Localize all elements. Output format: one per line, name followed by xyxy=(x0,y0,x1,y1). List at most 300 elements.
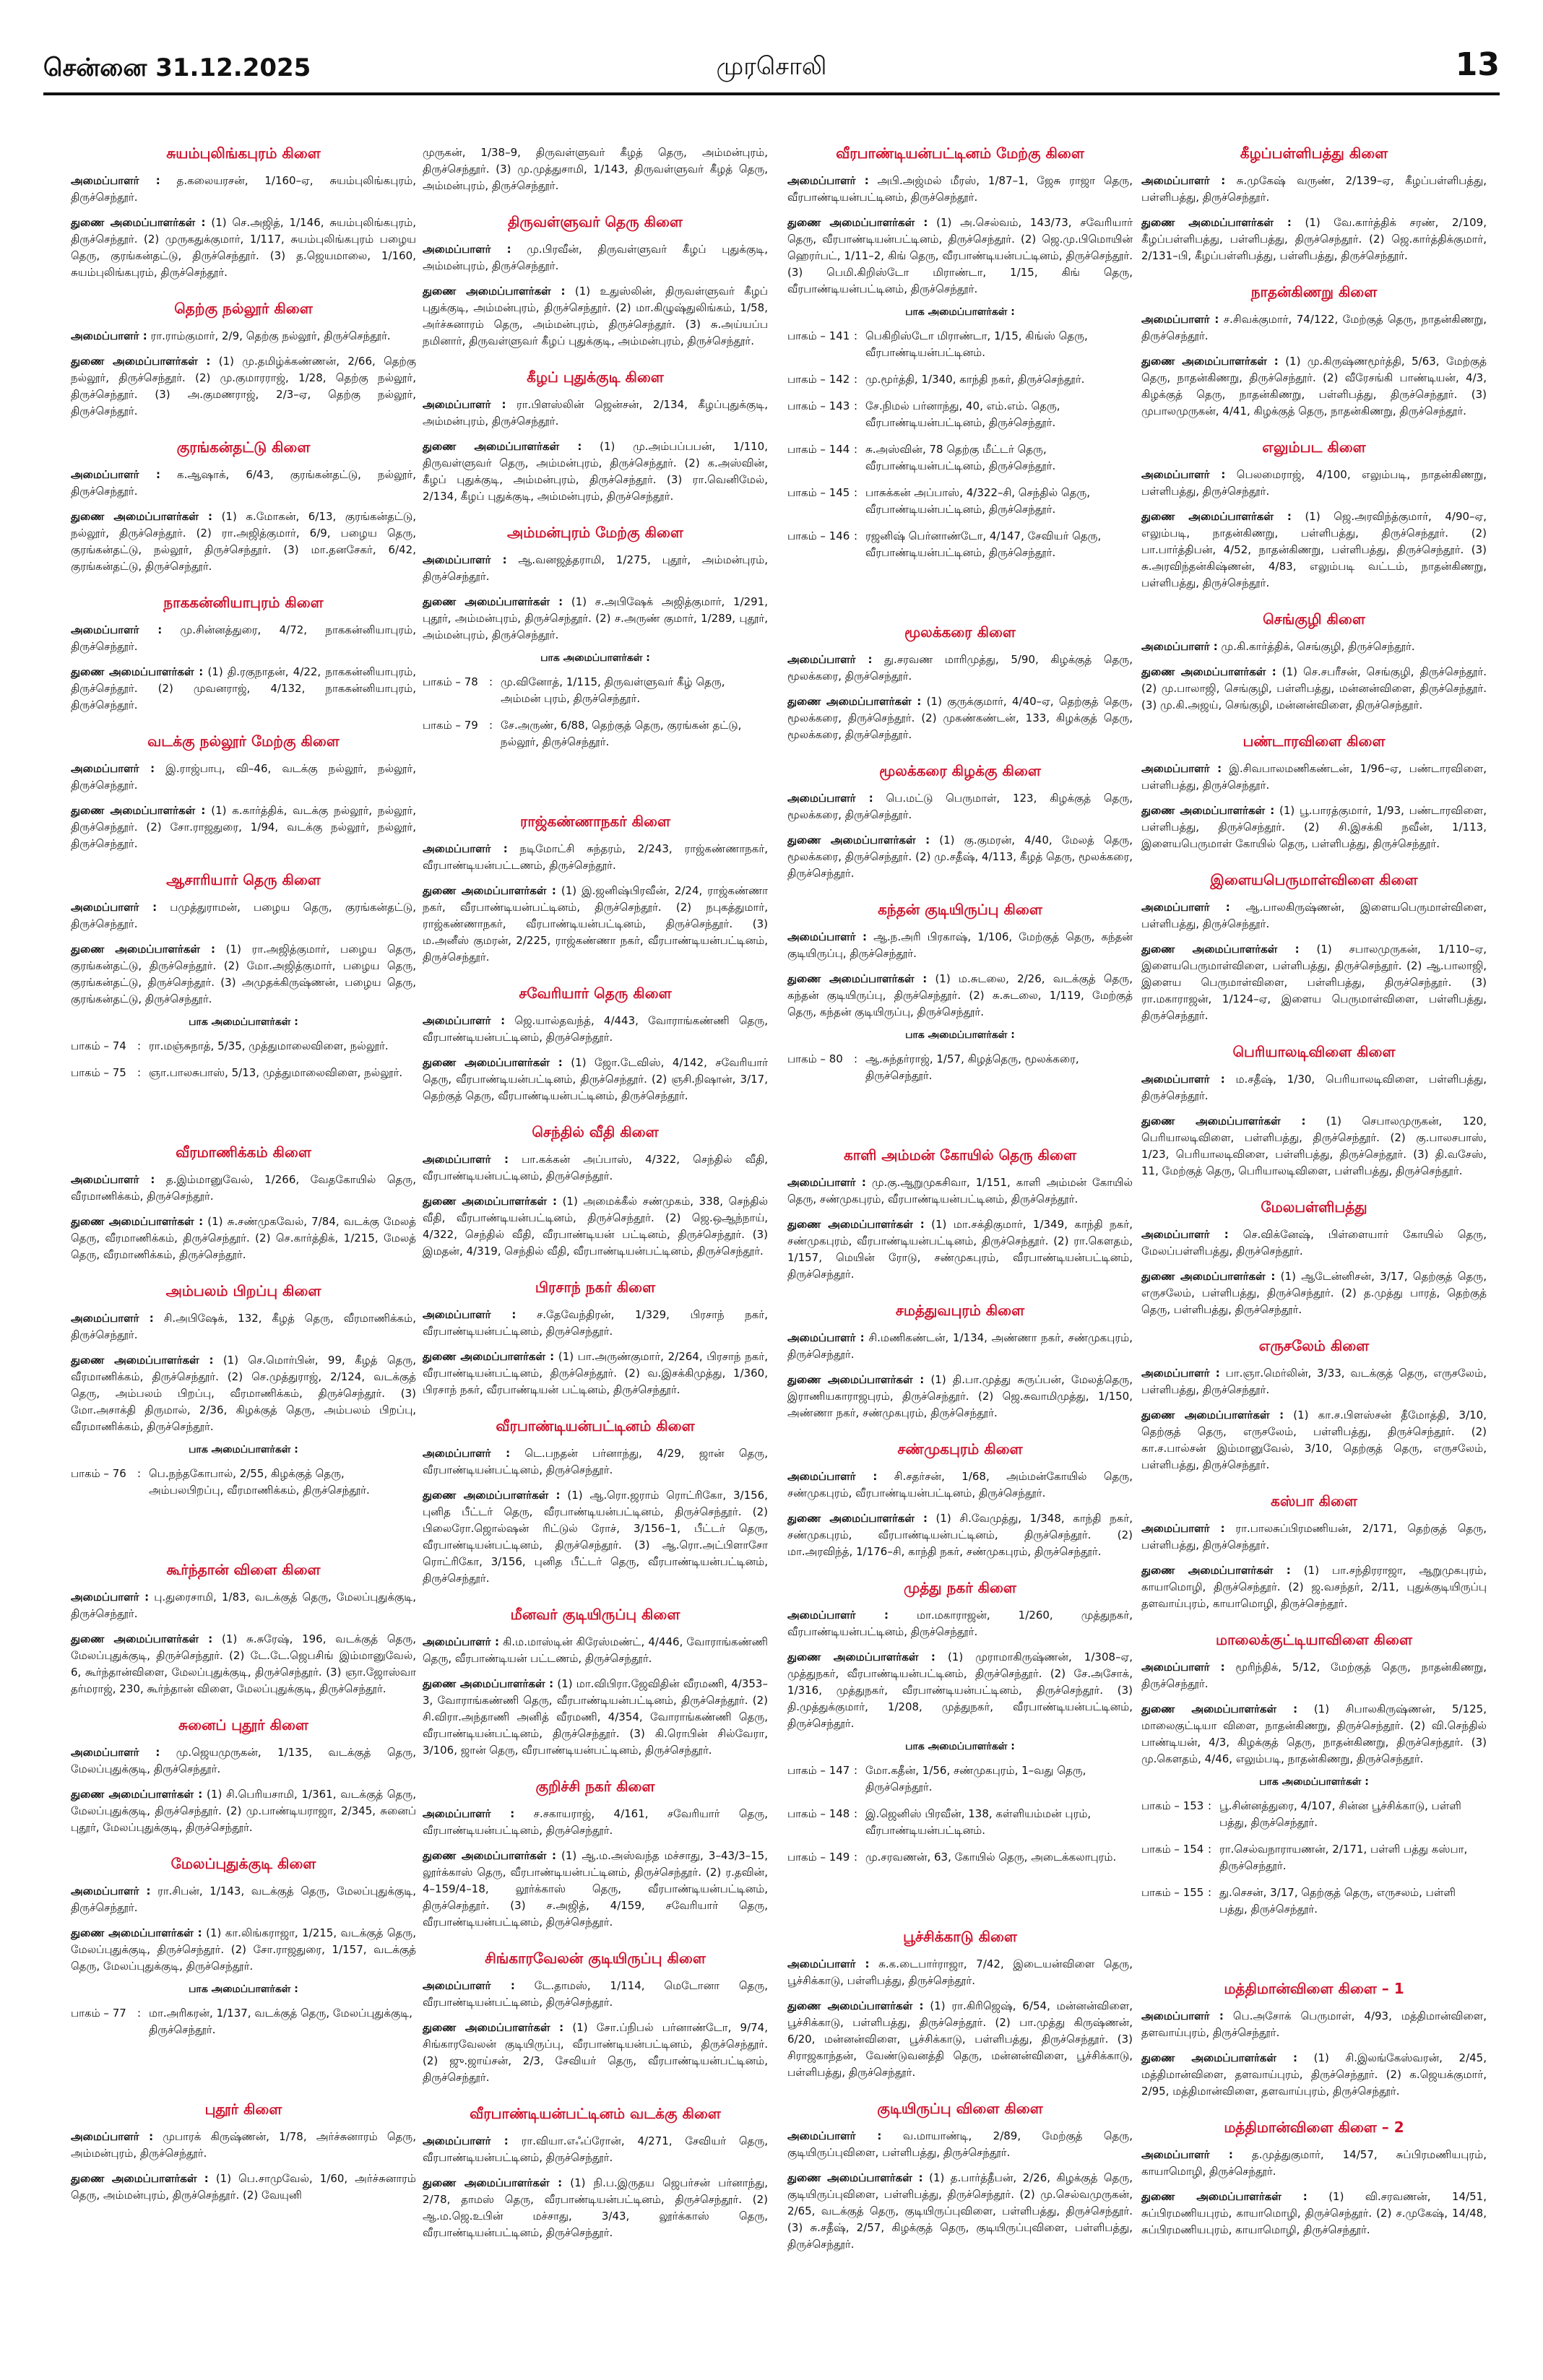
booth-colon: : xyxy=(489,675,493,688)
organiser-entry xyxy=(71,622,416,655)
booth-colon: : xyxy=(854,329,858,342)
deputy-label: துணை அமைப்பாளர்கள் : xyxy=(71,1788,203,1801)
branch-section xyxy=(71,1282,416,1542)
deputy-names: (1) ஜெ.அரவிந்த்குமார், 4/90–ஏ, எலும்படி, நாதன்கிணறு, பள்ளிபத்து, திருச்செந்தூர். (2) பா.பார்த்திபன், 4/52, நாதன்கிணறு, பள்ளிபத்து, திருச்செந்தூர். (3) சு.அரவிந்தன்கிஷ்ணன், 4/83, எலும்படி வட்டம், நாதன்கிணறு, பள்ளிபத்து, திருச்செந்தூர். xyxy=(1141,510,1487,589)
deputy-label: துணை அமைப்பாளர்கள் : xyxy=(1141,216,1292,229)
branch-section xyxy=(71,144,416,281)
deputy-entry xyxy=(787,1510,1133,1560)
booth-organiser: ஞா.பாலசுபாஸ், 5/13, முத்துமாலைவிளை, நல்லூர். xyxy=(149,1066,403,1079)
booth-number: பாகம் – 146 xyxy=(787,529,850,542)
booth-organiser: சு.அஸ்வின், 78 தெற்கு மீட்டர் தெரு, வீரபாண்டியன்பட்டினம், திருச்செந்தூர். xyxy=(865,443,1056,472)
organiser-entry xyxy=(423,1151,768,1185)
branch-title: செந்தில் வீதி கிளை xyxy=(532,1123,659,1141)
booth-heading: பாக அமைப்பாளர்கள் : xyxy=(189,1016,298,1028)
branch-section xyxy=(1141,2119,1487,2238)
deputy-names: (1) சு.சண்முகவேல், 7/84, வடக்கு மேலத் தெரு, வீரமாணிக்கம், திருச்செந்தூர். (2) செ.கார்த்திக், 1/215, மேலத் தெரு, வீரமாணிக்கம், திருச்செந்தூர். xyxy=(71,1215,416,1261)
organiser-entry xyxy=(1141,1071,1487,1104)
branch-section xyxy=(71,871,416,1125)
organiser-entry xyxy=(423,1445,768,1479)
deputy-names: (1) மா.விபிரா.ஜேவிதின் வீரமணி, 4/353–3, வோராங்கண்ணி தெரு, வீரபாண்டியன்பட்டினம், திருச்செந்தூர். (2) சி.விரா.அந்தாணி அனித் வீரமணி, 4/354, வோராங்கண்ணி தெரு, வீரபாண்டியன்பட்டினம், திருச்செந்தூர். (3) கி.ரொபின் சில்வேரா, 3/106, ஜான் தெரு, வீரபாண்டியன்பட்டினம், திருச்செந்தூர். xyxy=(423,1677,768,1757)
branch-title: திருவள்ளுவர் தெரு கிளை xyxy=(508,213,683,230)
branch-section xyxy=(1141,438,1487,592)
header-rule xyxy=(43,92,1500,95)
organiser-label: அமைப்பாளர் : xyxy=(423,398,506,411)
deputy-names: (1) உதுஸ்லின், திருவள்ளுவர் கீழப் புதுக்குடி, அம்மன்புரம், திருச்செந்தூர். (2) மா.கிழுஷ்துலிங்கம், 1/58, அர்ச்சுனாரம் தெரு, அம்மன்புரம், திருச்செந்தூர். (3) சு.அய்யப்ப நமினார், திருவள்ளுவர் கீழப் புதுக்குடி, அம்மன்புரம், திருச்செந்தூர். xyxy=(423,285,768,347)
branch-section xyxy=(1141,610,1487,714)
organiser-entry xyxy=(787,790,1133,823)
deputy-entry xyxy=(71,215,416,281)
booth-colon: : xyxy=(854,443,858,456)
deputy-label: துணை அமைப்பாளர்கள் : xyxy=(423,1195,557,1208)
organiser-label: அமைப்பாளர் : xyxy=(423,243,511,256)
organiser-label: அமைப்பாளர் : xyxy=(423,553,507,566)
deputy-label: துணை அமைப்பாளர்கள் : xyxy=(423,1350,555,1363)
deputy-names: (1) கு.குமரன், 4/40, மேலத் தெரு, மூலக்கரை, திருச்செந்தூர். (2) மு.சதீஷ், 4/113, கீழத் தெரு, மூலக்கரை, திருச்செந்தூர். xyxy=(787,834,1133,880)
organiser-entry xyxy=(71,1883,416,1916)
organiser-entry xyxy=(71,899,416,932)
deputy-names: (1) ஆ.ரொ.ஜராம் ரொட்ரிகோ, 3/156, புனித பீட்டர் தெரு, வீரபாண்டியன்பட்டினம், திருச்செந்தூர். (2) பிலைரோ.ஜொல்ஷன் ரிட்டுல் ரோச், 3/156–1, பீட்டர் தெரு, வீரபாண்டியன்பட்டினம், திருச்செந்தூர். (3) ஆ.ரொ.அட்பிளாசோ ரொட்ரிகோ, 3/156, புனித பீட்டர் தெரு, வீரபாண்டியன்பட்டினம், திருச்செந்தூர். xyxy=(423,1489,768,1585)
branch-title: மத்திமான்விளை கிளை – 2 xyxy=(1224,2119,1404,2136)
branch-section xyxy=(423,985,768,1104)
deputy-entry xyxy=(423,1193,768,1260)
deputy-entry xyxy=(1141,215,1487,264)
masthead xyxy=(43,43,1500,94)
organiser-name: இ.ராஜ்பாபு, வி–46, வடக்கு நல்லூர், நல்லூர், திருச்செந்தூர். xyxy=(71,762,416,792)
branch-title: தெற்கு நல்லூர் கிளை xyxy=(174,300,313,317)
organiser-label: அமைப்பாளர் : xyxy=(423,1153,509,1166)
deputy-label: துணை அமைப்பாளர்கள் : xyxy=(1141,943,1300,956)
organiser-entry xyxy=(423,241,768,274)
deputy-entry xyxy=(423,2175,768,2241)
booth-colon: : xyxy=(854,1764,858,1777)
branch-title: சவேரியார் தெரு கிளை xyxy=(519,985,672,1002)
deputy-label: துணை அமைப்பாளர்கள் : xyxy=(423,2176,563,2189)
organiser-name: பெ.அசோக் பெருமாள், 4/93, மத்திமான்விளை, தளவாய்புரம், திருச்செந்தூர். xyxy=(1141,2009,1487,2039)
deputy-names: (1) சு.சுரேஷ், 196, வடக்குத் தெரு, மேலப்புதுக்குடி, திருச்செந்தூர். (2) டே.டே.ஜெபசிங் இம்மானுவேல், 6, கூர்ந்தான்விளை, மேலப்புதுக்குடி, திருச்செந்தூர். (3) ஞா.ஜோஸ்வா தர்மராஜ், 230, கூர்ந்தான் விளை, மேலப்புதுக்குடி, திருச்செந்தூர். xyxy=(71,1632,416,1695)
deputy-label: துணை அமைப்பாளர்கள் : xyxy=(787,1373,925,1386)
booth-row xyxy=(423,674,768,707)
branch-title: பண்டாரவிளை கிளை xyxy=(1242,732,1386,750)
branch-title: மூலக்கரை கிழக்கு கிளை xyxy=(879,762,1041,779)
branch-section xyxy=(423,524,768,794)
deputy-names: (1) ச.அபிஷேக் அஜித்குமார், 1/291, புதூர், அம்மன்புரம், திருச்செந்தூர். (2) ச.அருண் குமார், 1/289, புதூர், அம்மன்புரம், திருச்செந்தூர். xyxy=(423,595,768,641)
deputy-label: துணை அமைப்பாளர்கள் : xyxy=(71,1926,202,1939)
branch-title: கந்தன் குடியிருப்பு கிளை xyxy=(878,901,1042,918)
organiser-name: த.முத்துகுமார், 14/57, சுப்பிரமணியபுரம், காயாமொழி, திருச்செந்தூர். xyxy=(1141,2148,1487,2178)
organiser-entry xyxy=(787,1607,1133,1640)
organiser-name: ச.தேவேந்திரன், 1/329, பிரசாந் நகர், வீரபாண்டியன்பட்டினம், திருச்செந்தூர். xyxy=(423,1308,768,1338)
branch-title: சமத்துவபுரம் கிளை xyxy=(895,1302,1025,1319)
organiser-label: அமைப்பாளர் : xyxy=(423,1308,517,1321)
deputy-entry xyxy=(423,2020,768,2086)
column-1 xyxy=(71,144,416,2355)
organiser-entry xyxy=(423,1978,768,2011)
deputy-label: துணை அமைப்பாளர்கள் : xyxy=(787,1512,928,1525)
deputy-label: துணை அமைப்பாளர்கள் : xyxy=(71,1632,213,1645)
organiser-entry xyxy=(1141,899,1487,932)
booth-colon: : xyxy=(137,1467,142,1480)
organiser-entry xyxy=(423,552,768,585)
deputy-names: (1) செ.சபரீசன், செங்குழி, திருச்செந்தூர். (2) மு.பாலாஜி, செங்குழி, பள்ளிபத்து, மன்னன்விளை, திருச்செந்தூர். (3) மு.கி.அஜய், செங்குழி, மன்னன்விளை, திருச்செந்தூர். xyxy=(1141,665,1487,711)
deputy-label: துணை அமைப்பாளர்கள் : xyxy=(787,972,928,985)
organiser-label: அமைப்பாளர் : xyxy=(423,1979,515,1992)
deputy-entry xyxy=(71,2171,416,2204)
booth-heading: பாக அமைப்பாளர்கள் : xyxy=(189,1983,298,1995)
deputy-label: துணை அமைப்பாளர்கள் : xyxy=(787,1999,924,2012)
deputy-names: (1) ஆ.ம.அஸ்வந்த மச்சாது, 3–43/3–15, லூர்க்காஸ் தெரு, வீரபாண்டியன்பட்டினம், திருச்செந்தூர். (2) ர.தவின், 4–159/4–18, லூர்க்காஸ் தெரு, வீரபாண்டியன்பட்டினம், திருச்செந்தூர். (3) ச.அஜித், 4/159, சவேரியார் தெரு, வீரபாண்டியன்பட்டினம், திருச்செந்தூர். xyxy=(423,1849,768,1929)
deputy-names: (1) செ.மொர்பின், 99, கீழத் தெரு, வீரமாணிக்கம், திருச்செந்தூர். (2) செ.முத்துராஜ், 2/124, வடக்குத் தெரு, அம்பலம் பிறப்பு, வீரமாணிக்கம், திருச்செந்தூர். (3) மோ.அசாக்தி திருமால், 2/36, கிழக்குத் தெரு, அம்பலம் பிறப்பு, வீரமாணிக்கம், திருச்செந்தூர். xyxy=(71,1354,416,1433)
branch-section xyxy=(1141,1043,1487,1180)
branch-title: செங்குழி கிளை xyxy=(1263,610,1365,628)
booth-organiser: மோ.கதீன், 1/56, சண்முகபுரம், 1–வது தெரு, திருச்செந்தூர். xyxy=(865,1764,1086,1793)
deputy-entry xyxy=(1141,2050,1487,2100)
booth-number: பாகம் – 149 xyxy=(787,1851,850,1864)
issue-date: சென்னை 31.12.2025 xyxy=(43,53,311,82)
deputy-entry xyxy=(71,1352,416,1435)
booth-colon: : xyxy=(489,719,493,732)
booth-organiser: ரா.மஞ்சுநாத், 5/35, முத்துமாலைவிளை, நல்லூர். xyxy=(149,1039,389,1052)
branch-title: நாககன்னியாபுரம் கிளை xyxy=(163,594,324,611)
branch-section xyxy=(787,1579,1133,1909)
deputy-entry xyxy=(1141,509,1487,592)
deputy-entry xyxy=(71,802,416,852)
organiser-label: அமைப்பாளர் : xyxy=(787,792,873,805)
deputy-names: (1) பா.சந்திரராஜா, ஆறுமுகபுரம், காயாமொழி, திருச்செந்தூர். (2) ஜ.வசந்தர், 2/11, புதுக்குடியிருப்பு தளவாய்புரம், காயாமொழி, திருச்செந்தூர். xyxy=(1141,1564,1487,1610)
deputy-entry xyxy=(423,883,768,966)
deputy-names: (1) க.மோகன், 6/13, குரங்கன்தட்டு, நல்லூர், திருச்செந்தூர். (2) ரா.அஜித்குமார், 6/9, பழைய தெரு, குரங்கன்தட்டு, நல்லூர், திருச்செந்தூர். (3) மா.தனசேகர், 6/42, குரங்கன்தட்டு, திருச்செந்தூர். xyxy=(71,510,416,573)
branch-title: எலும்பட கிளை xyxy=(1262,438,1366,456)
branch-section xyxy=(71,732,416,852)
deputy-names: (1) கா.ச.பிளஸ்சன் தீமோத்தி, 3/10, தெற்குத் தெரு, எருசலேம், பள்ளிபத்து, திருச்செந்தூர். (2) கா.ச.பால்சன் இம்மானுவேல், 3/10, தெற்குத் தெரு, எருசலேம், பள்ளிபத்து, திருச்செந்தூர். xyxy=(1141,1408,1487,1471)
branch-title: சுயம்புலிங்கபுரம் கிளை xyxy=(166,144,321,162)
deputy-entry xyxy=(71,941,416,1008)
deputy-label: துணை அமைப்பாளர்கள் : xyxy=(787,1650,935,1663)
branch-title: அம்மன்புரம் மேற்கு கிளை xyxy=(507,524,683,541)
deputy-entry xyxy=(1141,353,1487,420)
booth-number: பாகம் – 142 xyxy=(787,373,850,386)
organiser-name: முபாரக் கிருஷ்ணன், 1/78, அர்ச்சுனாரம் தெரு, அம்மன்புரம், திருச்செந்தூர். xyxy=(71,2130,416,2160)
organiser-label: அமைப்பாளர் : xyxy=(71,329,147,342)
booth-number: பாகம் – 78 xyxy=(423,675,478,688)
branch-section xyxy=(787,762,1133,882)
booth-row xyxy=(787,1762,1133,1796)
organiser-label: அமைப்பாளர் : xyxy=(71,1312,154,1325)
organiser-entry xyxy=(787,1468,1133,1502)
booth-number: பாகம் – 75 xyxy=(71,1066,126,1079)
organiser-name: ம.சதீஷ், 1/30, பெரியாலடிவிளை, பள்ளிபத்து, திருச்செந்தூர். xyxy=(1141,1073,1487,1102)
deputy-label: துணை அமைப்பாளர்கள் : xyxy=(423,1677,554,1690)
deputy-names: (1) மா.சக்திகுமார், 1/349, காந்தி நகர், சண்முகபுரம், வீரபாண்டியன்பட்டினம், திருச்செந்தூர். (2) ரா.கௌதம், 1/157, மெயின் ரோடு, சண்முகபுரம், வீரபாண்டியன்பட்டினம், திருச்செந்தூர். xyxy=(787,1218,1133,1281)
deputy-label: துணை அமைப்பாளர்கள் : xyxy=(1141,2051,1297,2064)
section-spacer xyxy=(1141,1928,1487,1961)
booth-number: பாகம் – 76 xyxy=(71,1467,126,1480)
booth-number: பாகம் – 147 xyxy=(787,1764,850,1777)
deputy-names: (1) தி.பா.முத்து சுருப்பன், மேலத்தெரு, இராணியகாராஜபுரம், திருச்செந்தூர். (2) ஜெ.சுவாமிமுத்து, 1/150, அண்ணா நகர், சண்முகபுரம், திருச்செந்தூர். xyxy=(787,1373,1133,1419)
organiser-name: வ.மாயாண்டி, 2/89, மேற்குத் தெரு, குடியிருப்புவிளை, பள்ளிபத்து, திருச்செந்தூர். xyxy=(787,2129,1133,2159)
branch-section xyxy=(1141,1980,1487,2100)
branch-title: பிரசாந் நகர் கிளை xyxy=(535,1278,656,1296)
organiser-name: த.இம்மானுவேல், 1/266, வேதகோயில் தெரு, வீரமாணிக்கம், திருச்செந்தூர். xyxy=(71,1173,416,1203)
organiser-label: அமைப்பாளர் : xyxy=(71,1173,155,1186)
organiser-label: அமைப்பாளர் : xyxy=(1141,1073,1225,1086)
organiser-entry xyxy=(787,1174,1133,1208)
organiser-entry xyxy=(787,2128,1133,2161)
organiser-entry xyxy=(787,929,1133,962)
organiser-label: அமைப்பாளர் : xyxy=(1141,174,1226,187)
booth-row xyxy=(71,1038,416,1055)
booth-organiser: சே.நிமல் பர்னாந்து, 40, எம்.எம். தெரு, வீரபாண்டியன்பட்டினம், திருச்செந்தூர். xyxy=(865,399,1060,429)
branch-section xyxy=(71,1716,416,1836)
newspaper-name: முரசொலி xyxy=(716,52,827,81)
organiser-entry xyxy=(787,652,1133,685)
organiser-label: அமைப்பாளர் : xyxy=(71,174,160,187)
booth-row xyxy=(787,328,1133,361)
branch-section xyxy=(423,2105,768,2241)
booth-organiser: இ.ஜெனிஸ் பிரவீன், 138, கள்ளியம்மன் புரம், வீரபாண்டியன்பட்டினம். xyxy=(865,1807,1092,1837)
booth-organiser: ரா.செல்வநாராயணன், 2/171, பள்ளி பத்து கஸ்பா, திருச்செந்தூர். xyxy=(1219,1843,1468,1872)
organiser-entry xyxy=(423,397,768,430)
organiser-entry xyxy=(71,173,416,206)
booth-organiser: சே.அருண், 6/88, தெற்குத் தெரு, குரங்கன் தட்டு, நல்லூர், திருச்செந்தூர். xyxy=(501,719,742,748)
organiser-name: க.ஆஷாக், 6/43, குரங்கன்தட்டு, நல்லூர், திருச்செந்தூர். xyxy=(71,468,416,498)
organiser-entry xyxy=(423,1634,768,1667)
deputy-names: (1) பா.அருண்குமார், 2/264, பிரசாந் நகர், வீரபாண்டியன்பட்டினம், திருச்செந்தூர். (2) வ.இசக்கிமுத்து, 1/360, பிரசாந் நகர், வீரபாண்டியன் பட்டினம், திருச்செந்தூர். xyxy=(423,1350,768,1396)
organiser-entry xyxy=(71,1589,416,1622)
booth-heading: பாக அமைப்பாளர்கள் : xyxy=(905,1029,1015,1041)
branch-section xyxy=(1141,1337,1487,1474)
continued-text: முருகன், 1/38–9, திருவள்ளுவர் கீழத் தெரு, அம்மன்புரம், திருச்செந்தூர். (3) மு.முத்துசாமி, 1/143, திருவள்ளுவர் கீழத் தெரு, அம்மன்புரம், திருச்செந்தூர். xyxy=(423,146,768,192)
organiser-name: து.சரவண மாரிமுத்து, 5/90, கிழக்குத் தெரு, மூலக்கரை, திருச்செந்தூர். xyxy=(787,653,1133,683)
branch-title: மீனவர் குடியிருப்பு கிளை xyxy=(510,1606,680,1623)
organiser-label: அமைப்பாளர் : xyxy=(423,1807,515,1820)
organiser-name: ஜெ.யால்தவந்த், 4/443, வோராங்கண்ணி தெரு, வீரபாண்டியன்பட்டினம், திருச்செந்தூர். xyxy=(423,1014,768,1044)
branch-section xyxy=(71,1855,416,2082)
deputy-label: துணை அமைப்பாளர்கள் : xyxy=(423,595,563,608)
branch-title: சுனைப் புதூர் கிளை xyxy=(178,1716,308,1734)
deputy-names: (1) வே.கார்த்திக் சரண், 2/109, கீழப்பள்ளிபத்து, பள்ளிபத்து, திருச்செந்தூர். (2) ஜெ.கார்த்திக்குமார், 2/131–பி, கீழப்பள்ளிபத்து, பள்ளிபத்து, திருச்செந்தூர். xyxy=(1141,216,1487,262)
deputy-label: துணை அமைப்பாளர்கள் : xyxy=(71,804,206,817)
booth-number: பாகம் – 153 xyxy=(1141,1799,1204,1812)
section-spacer xyxy=(71,1091,416,1125)
branch-section xyxy=(1141,1492,1487,1612)
deputy-label: துணை அமைப்பாளர்கள் : xyxy=(1141,1702,1298,1715)
deputy-entry xyxy=(423,1055,768,1104)
deputy-names: (1) ஆடேன்னிசன், 3/17, தெற்குத் தெரு, எருசலேம், பள்ளிபத்து, திருச்செந்தூர். (2) த.முத்து பாரத், தெற்குத் தெரு, பள்ளிபத்து, திருச்செந்தூர். xyxy=(1141,1270,1487,1316)
branch-title: வடக்கு நல்லூர் மேற்கு கிளை xyxy=(147,732,340,750)
organiser-entry xyxy=(423,1307,768,1340)
organiser-label: அமைப்பாளர் : xyxy=(1141,640,1218,653)
organiser-entry xyxy=(1141,467,1487,500)
deputy-label: துணை அமைப்பாளர்கள் : xyxy=(787,695,922,708)
booth-row xyxy=(787,528,1133,561)
deputy-label: துணை அமைப்பாளர்கள் : xyxy=(423,2021,564,2034)
organiser-entry xyxy=(423,1806,768,1839)
deputy-names: (1) ரா.அஜித்குமார், பழைய தெரு, குரங்கன்தட்டு, திருச்செந்தூர். (2) மோ.அஜித்குமார், பழைய தெரு, குரங்கன்தட்டு, திருச்செந்தூர். (3) அமுதக்கிருஷ்ணன், பழைய தெரு, குரங்கன்தட்டு, திருச்செந்தூர். xyxy=(71,943,416,1005)
organiser-name: இ.சிவபாலமணிகண்டன், 1/96–ஏ, பண்டாரவிளை, பள்ளிபத்து, திருச்செந்தூர். xyxy=(1141,762,1487,792)
deputy-label: துணை அமைப்பாளர்கள் : xyxy=(423,884,556,897)
deputy-entry xyxy=(71,1925,416,1975)
branch-title: வீரபாண்டியன்பட்டினம் மேற்கு கிளை xyxy=(836,144,1084,162)
deputy-label: துணை அமைப்பாளர்கள் : xyxy=(1141,665,1276,678)
booth-number: பாகம் – 80 xyxy=(787,1052,843,1065)
branch-section xyxy=(423,1278,768,1398)
organiser-label: அமைப்பாளர் : xyxy=(71,468,160,481)
organiser-label: அமைப்பாளர் : xyxy=(1141,1522,1225,1535)
booth-row xyxy=(1141,1798,1487,1831)
organiser-name: மு.சின்னத்துரை, 4/72, நாககன்னியாபுரம், திருச்செந்தூர். xyxy=(71,623,416,653)
organiser-name: ஆ.வனஜத்தராமி, 1/275, புதூர், அம்மன்புரம், திருச்செந்தூர். xyxy=(423,553,768,583)
organiser-label: அமைப்பாளர் : xyxy=(71,2130,154,2143)
deputy-names: (1) பூ.பாரத்குமார், 1/93, பண்டாரவிளை, பள்ளிபத்து, திருச்செந்தூர். (2) சி.இசக்கி நவீன், 1/113, இளையபெருமாள் கோயில் தெரு, பள்ளிபத்து, திருச்செந்தூர். xyxy=(1141,804,1487,850)
booth-number: பாகம் – 143 xyxy=(787,399,850,412)
column-3 xyxy=(787,144,1133,2355)
deputy-label: துணை அமைப்பாளர்கள் : xyxy=(423,1849,556,1862)
branch-section xyxy=(71,2100,416,2204)
organiser-entry xyxy=(1141,1520,1487,1554)
booth-organiser: பெ.நந்தகோபால், 2/55, கிழக்குத் தெரு, அம்பலபிறப்பு, வீரமாணிக்கம், திருச்செந்தூர். xyxy=(149,1467,370,1497)
branch-section xyxy=(423,1778,768,1931)
deputy-entry xyxy=(787,693,1133,743)
booth-colon: : xyxy=(854,373,858,386)
organiser-label: அமைப்பாளர் : xyxy=(1141,1661,1225,1674)
organiser-name: பு.துரைசாமி, 1/83, வடக்குத் தெரு, மேலப்புதுக்குடி, திருச்செந்தூர். xyxy=(71,1591,416,1620)
branch-title: காளி அம்மன் கோயில் தெரு கிளை xyxy=(843,1146,1077,1164)
booth-colon: : xyxy=(137,1039,142,1052)
organiser-name: சு.க.டைபார்ராஜா, 7/42, இடையன்விளை தெரு, பூச்சிக்காடு, பள்ளிபத்து, திருச்செந்தூர். xyxy=(787,1957,1133,1987)
organiser-name: பா.ஞா.மெர்லின், 3/33, வடக்குத் தெரு, எருசலேம், பள்ளிபத்து, திருச்செந்தூர். xyxy=(1141,1367,1487,1396)
booth-row xyxy=(71,2005,416,2038)
branch-title: எருசலேம் கிளை xyxy=(1258,1337,1370,1354)
booth-number: பாகம் – 74 xyxy=(71,1039,126,1052)
organiser-label: அமைப்பாளர் : xyxy=(423,1447,511,1460)
deputy-entry xyxy=(787,1216,1133,1283)
deputy-entry xyxy=(423,594,768,644)
deputy-label: துணை அமைப்பாளர்கள் : xyxy=(1141,1408,1284,1421)
organiser-name: ச.சகாயராஜ், 4/161, சவேரியார் தெரு, வீரபாண்டியன்பட்டினம், திருச்செந்தூர். xyxy=(423,1807,768,1837)
deputy-entry xyxy=(787,1372,1133,1421)
deputy-label: துணை அமைப்பாளர்கள் : xyxy=(1141,1270,1276,1283)
booth-row xyxy=(1141,1841,1487,1874)
booth-colon: : xyxy=(854,1851,858,1864)
branch-section xyxy=(787,144,1133,605)
deputy-names: (1) தி.ரகுநாதன், 4/22, நாககன்னியாபுரம், திருச்செந்தூர். (2) முவனராஜ், 4/132, நாககன்னியாபுரம், திருச்செந்தூர். xyxy=(71,665,416,711)
booth-heading: பாக அமைப்பாளர்கள் : xyxy=(905,1741,1015,1752)
organiser-name: மு.கி.கார்த்திக், செங்குழி, திருச்செந்தூர். xyxy=(1221,640,1415,653)
organiser-label: அமைப்பாளர் : xyxy=(1141,468,1226,481)
branch-section xyxy=(1141,732,1487,852)
organiser-entry xyxy=(787,1330,1133,1363)
booth-row xyxy=(423,717,768,750)
deputy-entry xyxy=(787,971,1133,1021)
organiser-entry xyxy=(1141,2147,1487,2180)
deputy-entry xyxy=(1141,1113,1487,1180)
branch-title: மூலக்கரை கிளை xyxy=(904,623,1016,641)
branch-title: கூர்ந்தான் விளை கிளை xyxy=(166,1561,321,1578)
section-spacer xyxy=(787,1094,1133,1128)
branch-title: புதூர் கிளை xyxy=(204,2100,282,2118)
booth-number: பாகம் – 155 xyxy=(1141,1886,1204,1899)
booth-row xyxy=(787,1051,1133,1084)
organiser-name: சி.மணிகண்டன், 1/134, அண்ணா நகர், சண்முகபுரம், திருச்செந்தூர். xyxy=(787,1331,1133,1361)
page-number: 13 xyxy=(1455,46,1500,83)
deputy-names: (1) ஜோ.டேவிஸ், 4/142, சவேரியார் தெரு, வீரபாண்டியன்பட்டினம், திருச்செந்தூர். (2) ஞசி.நிஷான், 3/17, தெற்குத் தெரு, வீரபாண்டியன்பட்டினம், திருச்செந்தூர். xyxy=(423,1056,768,1102)
organiser-entry xyxy=(1141,311,1487,345)
branch-section xyxy=(423,1606,768,1759)
organiser-label: அமைப்பாளர் : xyxy=(1141,313,1219,326)
organiser-entry xyxy=(71,1310,416,1343)
organiser-label: அமைப்பாளர் : xyxy=(423,1635,500,1648)
deputy-label: துணை அமைப்பாளர்கள் : xyxy=(71,665,204,678)
organiser-entry xyxy=(423,1013,768,1046)
deputy-names: (1) சி.பெரியசாமி, 1/361, வடக்குத் தெரு, மேலப்புதுக்குடி, திருச்செந்தூர். (2) மு.பாண்டியராஜா, 2/345, சுனைப் புதூர், மேலப்புதுக்குடி, திருச்செந்தூர். xyxy=(71,1788,416,1834)
organiser-name: கி.ம.மாஸ்டின் கிரேஸ்மண்ட், 4/446, வோராங்கண்ணி தெரு, வீரபாண்டியன் பட்டணம், திருச்செந்தூர். xyxy=(423,1635,768,1665)
booth-colon: : xyxy=(854,486,858,499)
booth-number: பாகம் – 77 xyxy=(71,2007,126,2020)
branch-title: கீழப் புதுக்குடி கிளை xyxy=(527,368,664,386)
organiser-entry xyxy=(423,841,768,874)
organiser-entry xyxy=(1141,1659,1487,1692)
organiser-label: அமைப்பாளர் : xyxy=(787,930,867,943)
branch-section xyxy=(423,1417,768,1587)
organiser-label: அமைப்பாளர் : xyxy=(423,1014,506,1027)
branch-section xyxy=(423,213,768,350)
deputy-names: (1) மு.தமிழ்க்கண்ணன், 2/66, தெற்கு நல்லூர், திருச்செந்தூர். (2) மு.குமாரராஜ், 1/28, தெற்கு நல்லூர், திருச்செந்தூர். (3) அ.குமணராஜ், 2/3–ஏ, தெற்கு நல்லூர், திருச்செந்தூர். xyxy=(71,355,416,417)
booth-colon: : xyxy=(1208,1799,1212,1812)
branch-title: சிங்காரவேலன் குடியிருப்பு கிளை xyxy=(485,1950,706,1967)
booth-organiser: பெகிறிஸ்டோ மிராண்டா, 1/15, கிங்ஸ் தெரு, வீரபாண்டியன்பட்டினம். xyxy=(865,329,1088,359)
booth-row xyxy=(787,441,1133,475)
organiser-label: அமைப்பாளர் : xyxy=(1141,2009,1224,2022)
deputy-label: துணை அமைப்பாளர்கள் : xyxy=(787,834,930,847)
branch-title: பெரியாலடிவிளை கிளை xyxy=(1232,1043,1396,1060)
booth-organiser: பாசுக்கன் அப்பாஸ், 4/322–சி, செந்தில் தெரு, வீரபாண்டியன்பட்டினம், திருச்செந்தூர். xyxy=(865,486,1091,516)
booth-row xyxy=(71,1466,416,1499)
organiser-name: மு.கு.ஆறுமுகசிவா, 1/151, காளி அம்மன் கோயில் தெரு, சண்முகபுரம், வீரபாண்டியன்பட்டினம், திருச்செந்தூர். xyxy=(787,1176,1133,1206)
deputy-label: துணை அமைப்பாளர்கள் : xyxy=(1141,355,1279,368)
branch-title: குரங்கன்தட்டு கிளை xyxy=(176,438,311,456)
deputy-names: (1) மு.அம்பப்பபன், 1/110, திருவள்ளுவர் தெரு, அம்மன்புரம், திருச்செந்தூர். (2) க.அஸ்வின், கீழப் புதுக்குடி, அம்மன்புரம், திருச்செந்தூர். (3) ரா.வெனிமேல், 2/134, கீழப் புதுக்குடி, அம்மன்புரம், திருச்செந்தூர். xyxy=(423,440,768,503)
organiser-name: சி.அபிஷேக், 132, கீழத் தெரு, வீரமாணிக்கம், திருச்செந்தூர். xyxy=(71,1312,416,1341)
deputy-names: (1) கா.லிங்கராஜா, 1/215, வடக்குத் தெரு, மேலப்புதுக்குடி, திருச்செந்தூர். (2) சோ.ராஜதுரை, 1/157, வடக்குத் தெரு, மேலப்புதுக்குடி, திருச்செந்தூர். xyxy=(71,1926,416,1973)
booth-colon: : xyxy=(1208,1886,1212,1899)
deputy-label: துணை அமைப்பாளர்கள் : xyxy=(71,943,216,956)
deputy-entry xyxy=(787,2170,1133,2253)
organiser-name: ரா.சிபன், 1/143, வடக்குத் தெரு, மேலப்புதுக்குடி, திருச்செந்தூர். xyxy=(71,1884,416,1914)
deputy-label: துணை அமைப்பாளர்கள் : xyxy=(423,1489,561,1502)
organiser-entry xyxy=(1141,639,1487,655)
deputy-label: துணை அமைப்பாளர்கள் : xyxy=(71,2172,209,2185)
booth-number: பாகம் – 79 xyxy=(423,719,478,732)
organiser-name: மா.மகாராஜன், 1/260, முத்துநகர், வீரபாண்டியன்பட்டினம், திருச்செந்தூர். xyxy=(787,1609,1133,1638)
booth-organiser: பூ.சின்னத்துரை, 4/107, சின்ன பூச்சிக்காடு, பள்ளி பத்து, திருச்செந்தூர். xyxy=(1219,1799,1461,1829)
deputy-entry xyxy=(423,438,768,505)
organiser-entry xyxy=(71,2129,416,2162)
deputy-names: (1) சிபாலகிருஷ்ணன், 5/125, மாலைகுட்டியா விளை, நாதன்கிணறு, திருச்செந்தூர். (2) வி.செந்தில் பாண்டியன், 4/3, கிழக்குத் தெரு, நாதன்கிணறு, திருச்செந்தூர். (3) மு.கௌதம், 4/46, எலும்படி, நாதன்கிணறு, திருச்செந்தூர். xyxy=(1141,1702,1487,1765)
organiser-label: அமைப்பாளர் : xyxy=(423,2134,509,2147)
branch-title: சண்முகபுரம் கிளை xyxy=(897,1440,1023,1458)
booth-colon: : xyxy=(854,1807,858,1820)
organiser-label: அமைப்பாளர் : xyxy=(71,901,157,914)
organiser-label: அமைப்பாளர் : xyxy=(787,2129,882,2142)
organiser-name: பெலமைராஜ், 4/100, எலும்படி, நாதன்கிணறு, பள்ளிபத்து, திருச்செந்தூர். xyxy=(1141,468,1487,498)
deputy-names: (1) அமைக்கீல் சண்முகம், 338, செந்தில் வீதி, வீரபாண்டியன்பட்டினம், திருச்செந்தூர். (2) ஜெ.ஒஆந்நாய், 4/322, செந்தில் வீதி, வீரபாண்டியன் பட்டினம், திருச்செந்தூர். (3) இமதன், 4/319, செந்தில் வீதி, வீரபாண்டியன்பட்டினம், திருச்செந்தூர். xyxy=(423,1195,768,1258)
organiser-label: அமைப்பாளர் : xyxy=(1141,1228,1229,1241)
branch-section xyxy=(787,901,1133,1128)
booth-heading: பாக அமைப்பாளர்கள் : xyxy=(905,306,1015,318)
organiser-entry xyxy=(1141,761,1487,794)
branch-section xyxy=(423,1950,768,2086)
branch-title: குறிச்சி நகர் கிளை xyxy=(535,1778,655,1795)
